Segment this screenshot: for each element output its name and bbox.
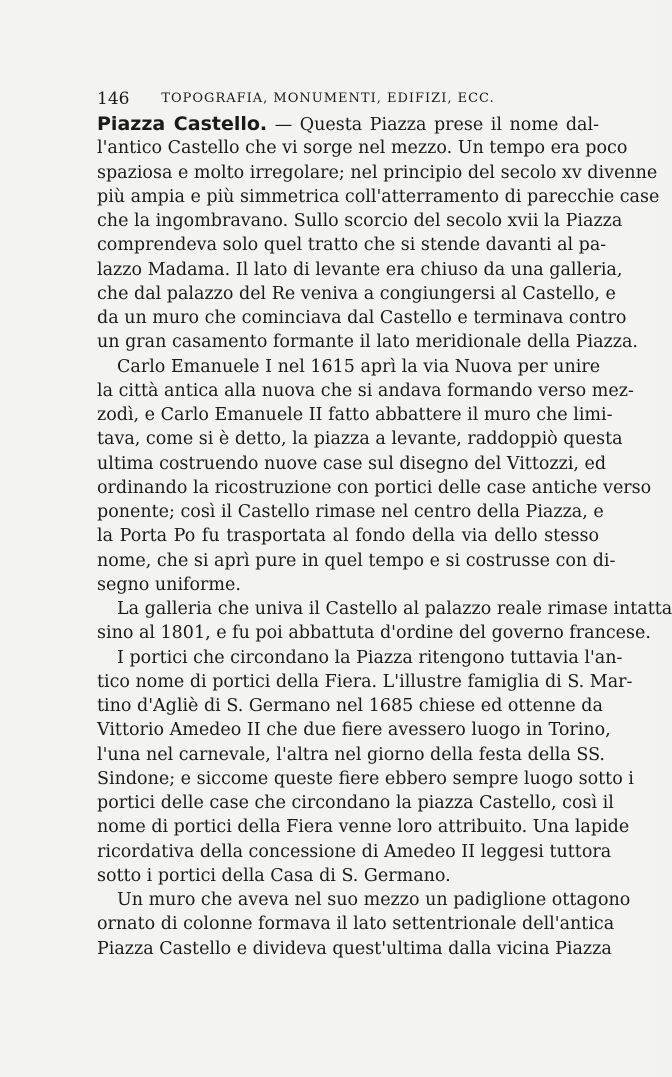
running-head <box>97 86 599 112</box>
text-line: la Porta Po fu trasportata al fondo della via dello stesso <box>97 526 599 547</box>
text-line: nome di portici della Fiera venne loro attribuito. Una lapide <box>97 817 630 838</box>
text-line: portici delle case che circondano la piazza Castello, così il <box>97 793 614 813</box>
text-line: Piazza Castello e divideva quest'ultima dalla vicina Piazza <box>97 938 612 959</box>
text-line: ornato di colonne formava il lato settentrionale dell'antica <box>97 914 615 935</box>
text-line <box>97 112 599 136</box>
text-line: che dal palazzo del Re veniva a congiungersi al Castello, e <box>97 283 616 304</box>
text-line: ordinando la ricostruzione con portici delle case antiche verso <box>97 477 652 498</box>
text-line: Vittorio Amedeo II che due fiere avessero luogo in Torino, <box>97 720 611 741</box>
text-line: segno uniforme. <box>97 574 241 595</box>
text-line: un gran casamento formante il lato meridionale della Piazza. <box>97 332 638 353</box>
text-line: Un muro che aveva nel suo mezzo un padiglione ottagono <box>117 890 631 910</box>
text-line: tino d'Agliè di S. Germano nel 1685 chiese ed ottenne da <box>97 696 603 716</box>
text-line: la città antica alla nuova che si andava formando verso mez- <box>97 380 634 401</box>
text-line: ultima costruendo nuove case sul disegno del Vittozzi, ed <box>97 453 607 474</box>
text-line: lazzo Madama. Il lato di levante era chiuso da una galleria, <box>97 259 623 280</box>
text-line: ponente; così il Castello rimase nel centro della Piazza, e <box>97 502 604 522</box>
text-line: spaziosa e molto irregolare; nel principio del secolo xv divenne <box>97 162 658 183</box>
text-line: sino al 1801, e fu poi abbattuta d'ordine del governo francese. <box>97 623 651 644</box>
text-line: da un muro che cominciava dal Castello e terminava contro <box>97 308 627 328</box>
text-line: La galleria che univa il Castello al palazzo reale rimase intatta <box>117 599 672 619</box>
text-line: nome, che si aprì pure in quel tempo e si costrusse con di- <box>97 550 616 571</box>
text-line: zodì, e Carlo Emanuele II fatto abbattere il muro che limi- <box>97 405 613 425</box>
text-line: l'una nel carnevale, l'altra nel giorno della festa della SS. <box>97 744 605 765</box>
page-number: 146 <box>97 89 130 109</box>
text-line: comprendeva solo quel tratto che si stende davanti al pa- <box>97 235 607 256</box>
text-line: che la ingombravano. Sullo scorcio del secolo xvii la Piazza <box>97 211 623 231</box>
text-line-rest: — Questa Piazza prese il nome dal- <box>274 115 599 135</box>
text-line: I portici che circondano la Piazza ritengono tuttavia l'an- <box>117 647 623 668</box>
headword: Piazza Castello. <box>97 113 268 135</box>
article-body <box>97 112 672 961</box>
text-line: Sindone; e siccome queste fiere ebbero sempre luogo sotto i <box>97 768 634 789</box>
text-line: Carlo Emanuele I nel 1615 aprì la via Nuova per unire <box>117 356 601 377</box>
text-line: tico nome di portici della Fiera. L'illustre famiglia di S. Mar- <box>97 671 633 692</box>
text-line: sotto i portici della Casa di S. Germano. <box>97 865 451 886</box>
running-title: TOPOGRAFIA, MONUMENTI, EDIFIZI, ECC. <box>161 91 495 106</box>
text-line: l'antico Castello che vi sorge nel mezzo. Un tempo era poco <box>97 138 628 159</box>
text-line: ricordativa della concessione di Amedeo II leggesi tuttora <box>97 841 612 862</box>
text-line: tava, come si è detto, la piazza a levante, raddoppiò questa <box>97 429 623 450</box>
text-line: più ampia e più simmetrica coll'atterramento di parecchie case <box>97 186 660 207</box>
